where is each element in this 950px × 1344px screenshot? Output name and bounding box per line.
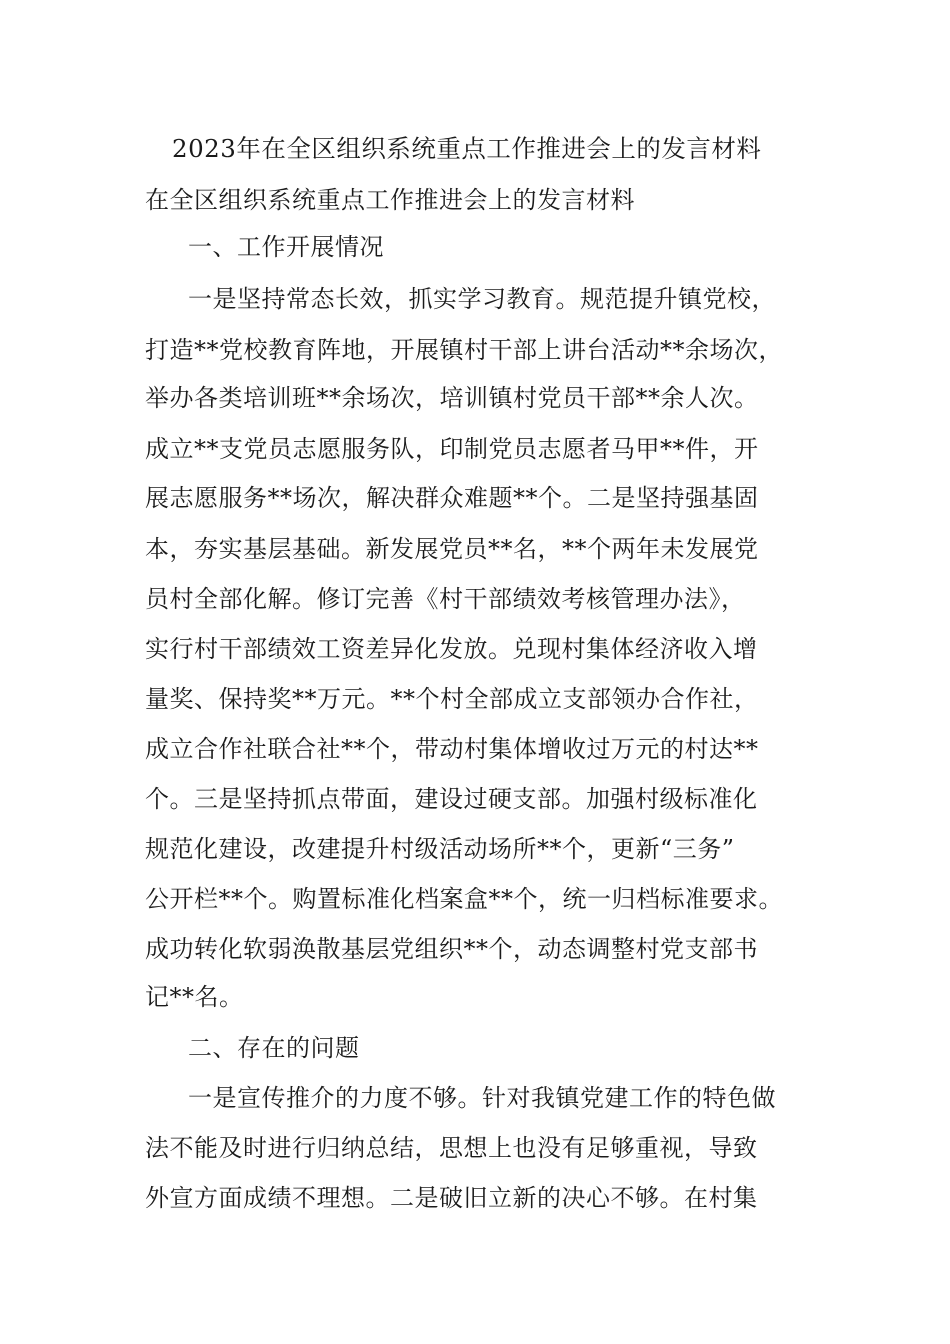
paragraph-line: 个。三是坚持抓点带面，建设过硬支部。加强村级标准化: [145, 785, 758, 813]
paragraph-line: 法不能及时进行归纳总结，思想上也没有足够重视，导致: [145, 1134, 758, 1162]
paragraph-line: 员村全部化解。修订完善《村干部绩效考核管理办法》，: [145, 585, 746, 613]
section-heading-work: 一、工作开展情况: [188, 233, 384, 261]
document-subtitle: 在全区组织系统重点工作推进会上的发言材料: [145, 186, 635, 214]
paragraph-line: 记**名。: [145, 983, 244, 1011]
paragraph-line: 外宣方面成绩不理想。二是破旧立新的决心不够。在村集: [145, 1184, 758, 1212]
paragraph-line: 打造**党校教育阵地，开展镇村干部上讲台活动**余场次，: [145, 336, 783, 364]
document-title: 2023年在全区组织系统重点工作推进会上的发言材料: [172, 134, 762, 163]
paragraph-line: 量奖、保持奖**万元。**个村全部成立支部领办合作社，: [145, 685, 759, 713]
paragraph-line: 实行村干部绩效工资差异化发放。兑现村集体经济收入增: [145, 635, 758, 663]
paragraph-line: 一是宣传推介的力度不够。针对我镇党建工作的特色做: [188, 1084, 776, 1112]
paragraph-line: 展志愿服务**场次，解决群众难题**个。二是坚持强基固: [145, 484, 759, 512]
section-heading-problems: 二、存在的问题: [188, 1034, 360, 1062]
paragraph-line: 一是坚持常态长效，抓实学习教育。规范提升镇党校，: [188, 285, 776, 313]
paragraph-line: 成立**支党员志愿服务队，印制党员志愿者马甲**件，开: [145, 435, 759, 463]
paragraph-line: 成功转化软弱涣散基层党组织**个，动态调整村党支部书: [145, 935, 758, 963]
paragraph-line: 举办各类培训班**余场次，培训镇村党员干部**余人次。: [145, 384, 759, 412]
paragraph-line: 本，夯实基层基础。新发展党员**名，**个两年未发展党: [145, 535, 759, 563]
paragraph-line: 成立合作社联合社**个，带动村集体增收过万元的村达**: [145, 735, 759, 763]
paragraph-line: 规范化建设，改建提升村级活动场所**个，更新“三务”: [145, 835, 735, 863]
paragraph-line: 公开栏**个。购置标准化档案盒**个，统一归档标准要求。: [145, 885, 783, 913]
